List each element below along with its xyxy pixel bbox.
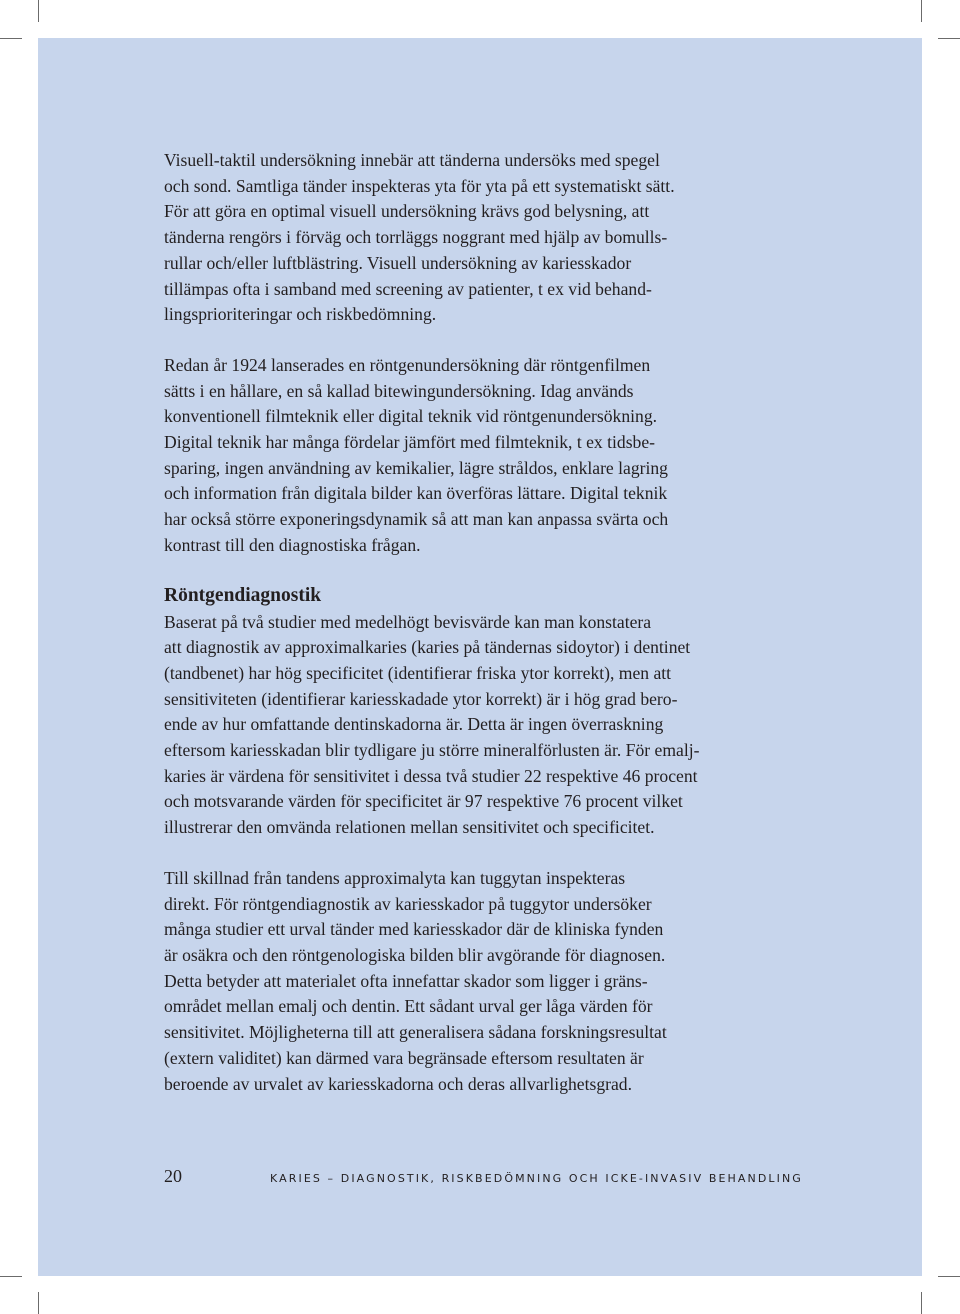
text-line: Redan år 1924 lanserades en röntgenundersökning där röntgenfilmen [164, 354, 651, 375]
text-line: sensitivitet. Möjligheterna till att generalisera sådana forskningsresultat [164, 1022, 667, 1043]
crop-mark [938, 1276, 960, 1277]
text-line: eftersom kariesskadan blir tydligare ju större mineralförlusten är. För emalj- [164, 740, 700, 761]
section-heading: Röntgendiagnostik [164, 584, 322, 606]
page-footer [164, 1166, 803, 1187]
text-line: har också större exponeringsdynamik så att man kan anpassa svärta och [164, 509, 669, 530]
text-line: och sond. Samtliga tänder inspekteras yta för yta på ett systematiskt sätt. [164, 175, 675, 196]
text-line: beroende av urvalet av kariesskadorna och deras allvarlighetsgrad. [164, 1073, 632, 1094]
paragraph-visual-tactile [164, 148, 764, 328]
text-line: För att göra en optimal visuell undersökning krävs god belysning, att [164, 201, 650, 222]
text-line: (extern validitet) kan därmed vara begränsade eftersom resultaten är [164, 1047, 644, 1068]
crop-mark [38, 0, 39, 22]
text-line: tillämpas ofta i samband med screening av patienter, t ex vid behand- [164, 278, 652, 299]
body-text [164, 148, 764, 1097]
crop-mark [0, 1276, 22, 1277]
text-line: Detta betyder att materialet ofta innefattar skador som ligger i gräns- [164, 970, 648, 991]
page-number: 20 [164, 1166, 182, 1186]
crop-mark [921, 0, 922, 22]
text-line: konventionell filmteknik eller digital teknik vid röntgenundersökning. [164, 406, 658, 427]
text-line: sensitiviteten (identifierar kariesskadade ytor korrekt) är i hög grad bero- [164, 688, 678, 709]
text-line: och information från digitala bilder kan överföras lättare. Digital teknik [164, 483, 668, 504]
text-line: kontrast till den diagnostiska frågan. [164, 534, 421, 555]
text-line: rullar och/eller luftblästring. Visuell undersökning av kariesskador [164, 252, 632, 273]
crop-mark [921, 1292, 922, 1314]
text-line: att diagnostik av approximalkaries (karies på tändernas sidoytor) i dentinet [164, 637, 691, 658]
text-line: Digital teknik har många fördelar jämfört med filmteknik, t ex tidsbe- [164, 432, 656, 453]
text-line: ende av hur omfattande dentinskadorna är. Detta är ingen överraskning [164, 714, 664, 735]
paragraph-approximal [164, 610, 764, 841]
text-line: illustrerar den omvända relationen mellan sensitivitet och specificitet. [164, 817, 655, 838]
paragraph-digital-xray [164, 353, 764, 559]
crop-mark [938, 38, 960, 39]
text-line: (tandbenet) har hög specificitet (identifierar friska ytor korrekt), men att [164, 662, 672, 683]
text-line: och motsvarande värden för specificitet är 97 respektive 76 procent vilket [164, 791, 683, 812]
text-line: är osäkra och den röntgenologiska bilden blir avgörande för diagnosen. [164, 944, 666, 965]
text-line: sätts i en hållare, en så kallad bitewingundersökning. Idag används [164, 380, 634, 401]
paragraph-occlusal [164, 866, 764, 1097]
text-line: området mellan emalj och dentin. Ett sådant urval ger låga värden för [164, 996, 653, 1017]
text-line: karies är värdena för sensitivitet i dessa två studier 22 respektive 46 procent [164, 765, 698, 786]
text-line: sparing, ingen användning av kemikalier, lägre stråldos, enklare lagring [164, 457, 668, 478]
text-line: tänderna rengörs i förväg och torrläggs noggrant med hjälp av bomulls- [164, 227, 668, 248]
running-head: KARIES – DIAGNOSTIK, RISKBEDÖMNING OCH ICKE-INVASIV BEHANDLING [270, 1172, 803, 1185]
text-line: Till skillnad från tandens approximalyta kan tuggytan inspekteras [164, 867, 626, 888]
text-line: direkt. För röntgendiagnostik av kariesskador på tuggytor undersöker [164, 893, 652, 914]
crop-mark [38, 1292, 39, 1314]
crop-mark [0, 38, 22, 39]
text-line: Visuell-taktil undersökning innebär att tänderna undersöks med spegel [164, 150, 660, 170]
text-line: många studier ett urval tänder med kariesskador där de kliniska fynden [164, 919, 664, 940]
text-line: Baserat på två studier med medelhögt bevisvärde kan man konstatera [164, 611, 652, 632]
text-line: lingsprioriteringar och riskbedömning. [164, 304, 437, 325]
